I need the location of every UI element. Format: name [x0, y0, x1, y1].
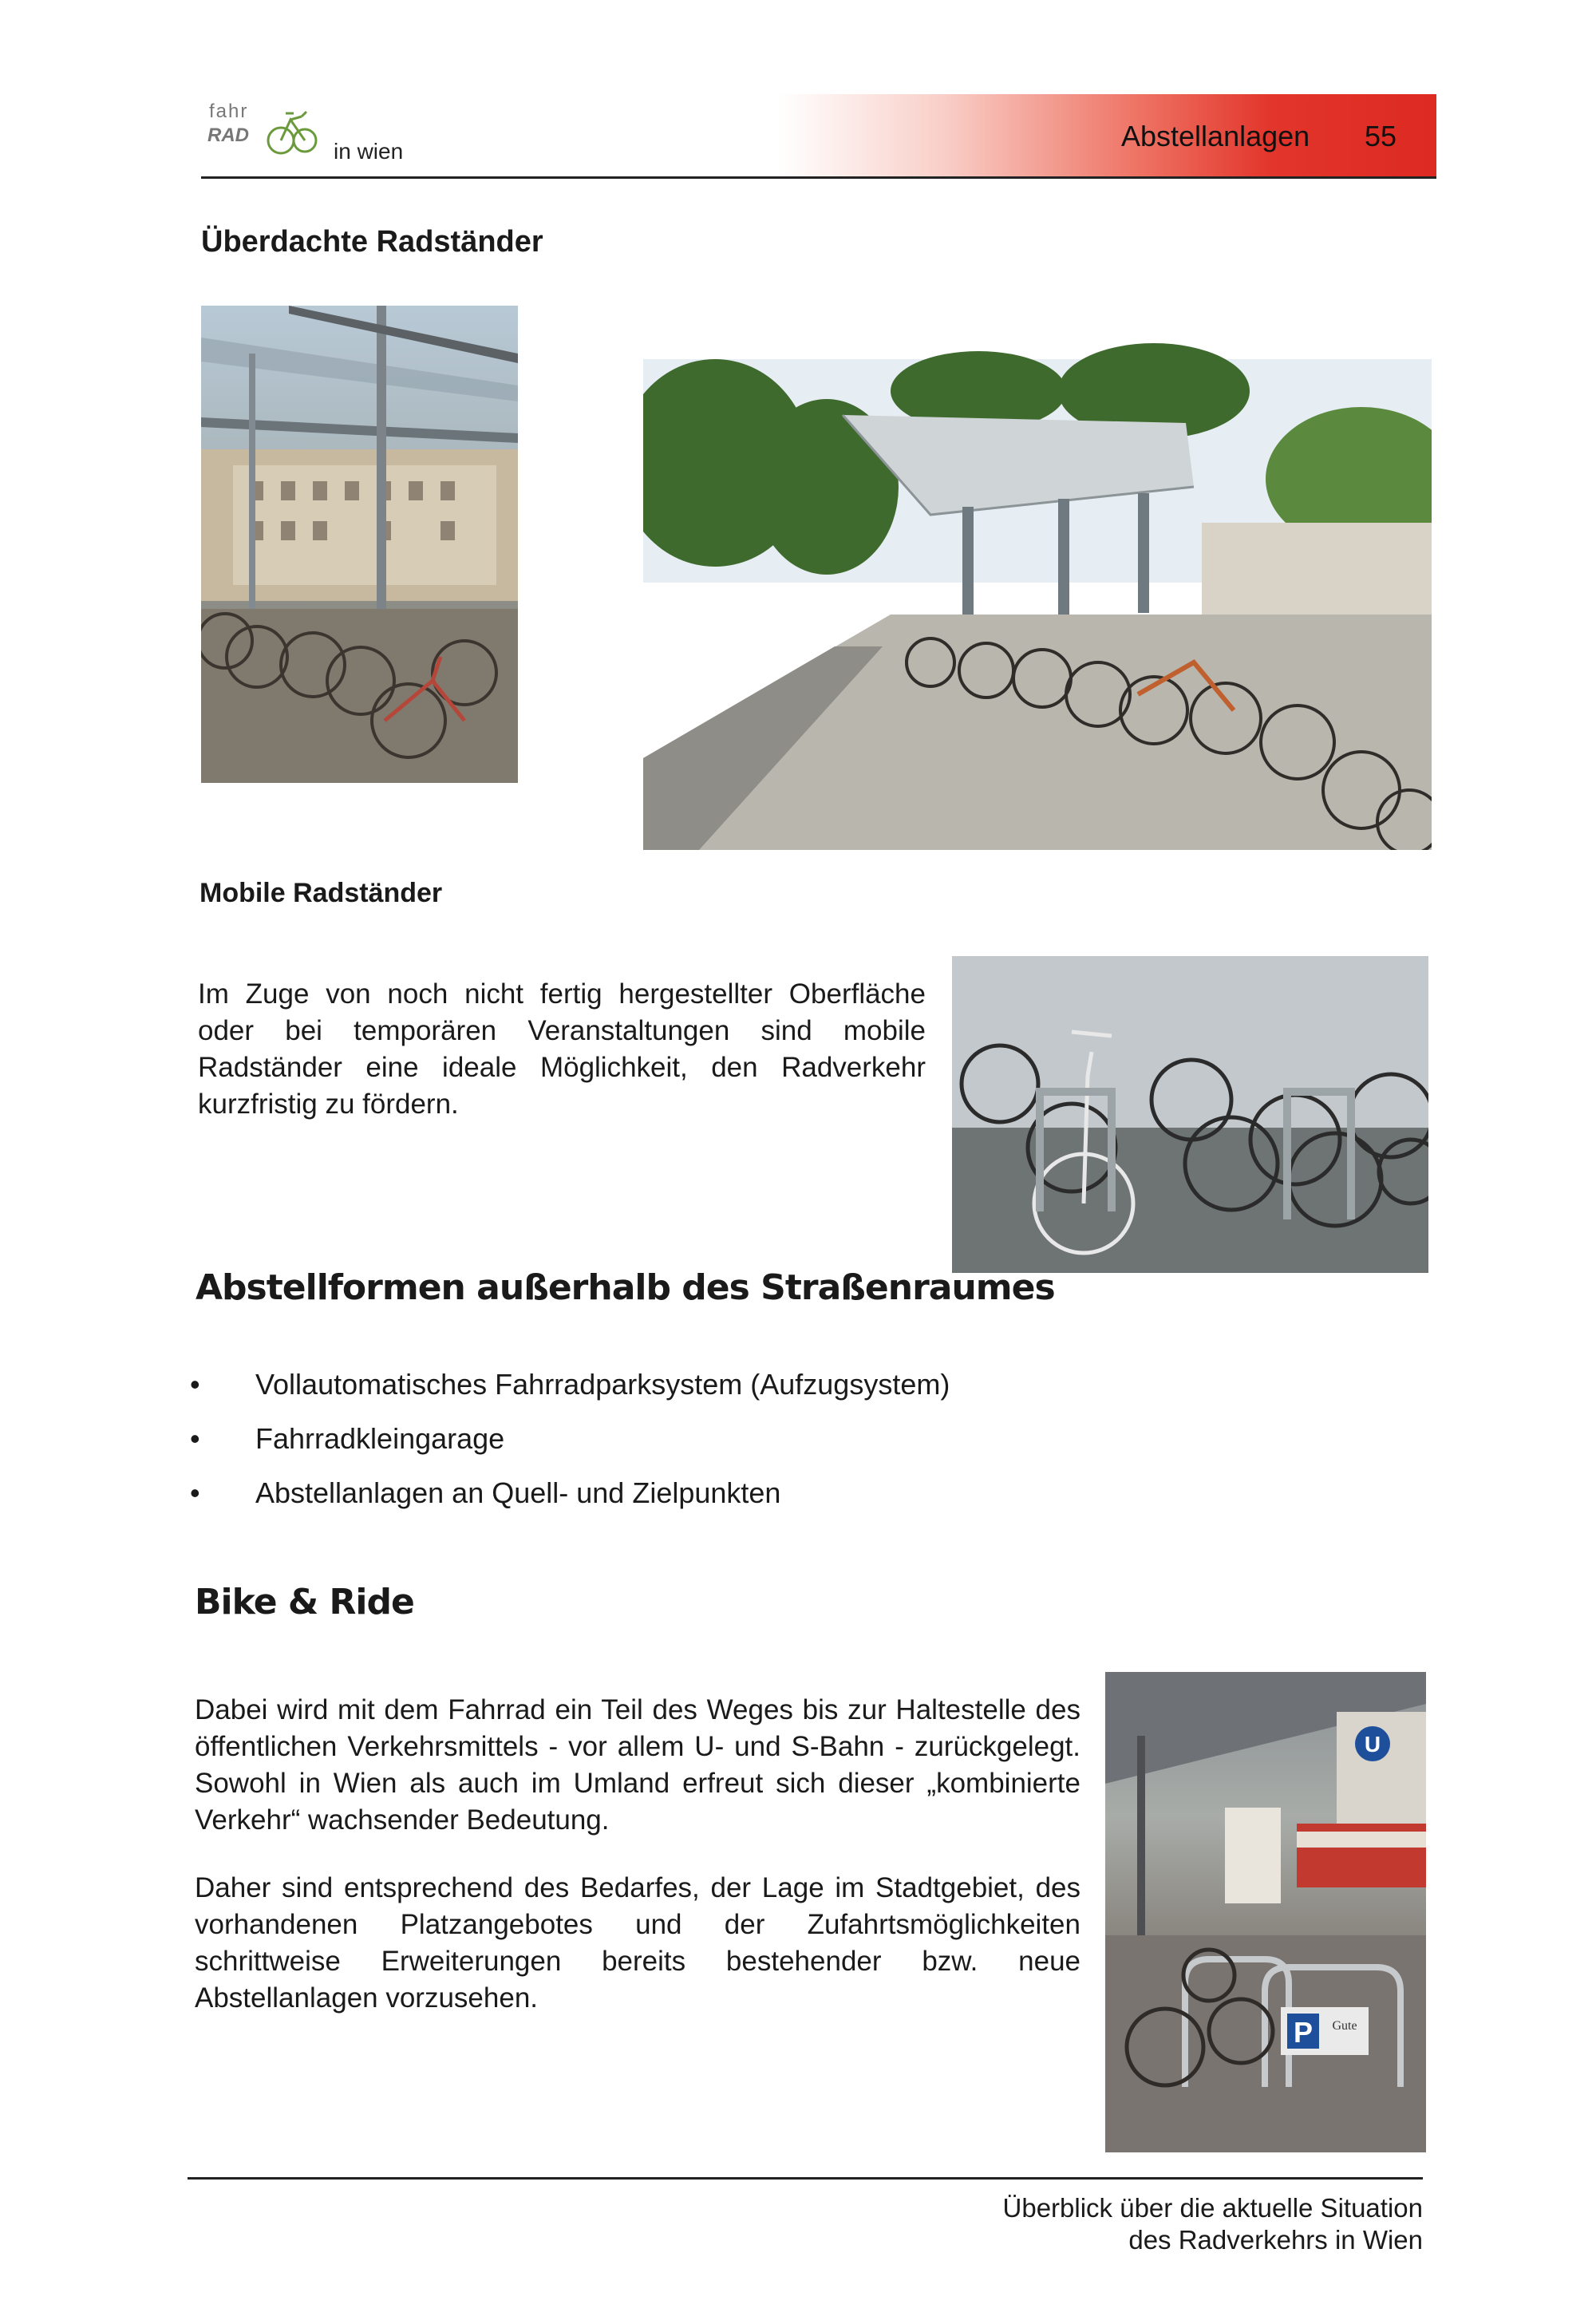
paragraph-bike-and-ride-1: Dabei wird mit dem Fahrrad ein Teil des Weges bis zur Haltestelle des öffentlichen Verkehrsmittels - vor allem U- und S-Bahn - zurückgelegt. Sowohl in Wien als auch im Umland erfreut sich dieser „kombinierte Verkehr“ wachsender Bedeutung. — [195, 1694, 1080, 1836]
section-label: Abstellanlagen — [1121, 120, 1310, 152]
sign-text: Gute — [1332, 2019, 1357, 2033]
footer-line-1: Überblick über die aktuelle Situation — [1002, 2193, 1423, 2223]
header-divider — [201, 176, 1436, 179]
paragraph-bike-and-ride-2: Daher sind entsprechend des Bedarfes, der Lage im Stadtgebiet, des vorhandenen Platzangebotes und der Zufahrtsmöglichkeiten schrittweise Erweiterungen bereits bestehender bzw. neue Abstellanlagen vorzusehen. — [195, 1872, 1080, 2014]
logo — [201, 94, 329, 168]
bike-shelter-curved-roof-photo — [643, 343, 1432, 850]
logo-text-fahr: fahr — [209, 101, 249, 122]
header-band — [778, 94, 1436, 178]
parking-sign: P — [1293, 2016, 1314, 2049]
heading-abstellformen: Abstellformen außerhalb des Straßenraumes — [196, 1267, 1055, 1308]
footer-line-2: des Radverkehrs in Wien — [1128, 2225, 1423, 2255]
list-item: • Vollautomatisches Fahrradparksystem (Aufzugsystem) — [190, 1365, 950, 1419]
footer-divider — [188, 2177, 1423, 2180]
list-item: • Abstellanlagen an Quell- und Zielpunkten — [190, 1473, 950, 1528]
heading-ueberdachte-radstaender: Überdachte Radständer — [201, 225, 543, 259]
logo-suffix: in wien — [334, 139, 404, 164]
abstellformen-list — [190, 1365, 950, 1528]
bicycle-logo-icon — [239, 96, 327, 160]
paragraph-mobile-radstaender: Im Zuge von noch nicht fertig hergestellter Oberfläche oder bei temporären Veranstaltungen sind mobile Radständer eine ideale Möglichkeit, den Radverkehr kurzfristig zu fördern. — [198, 978, 926, 1120]
bike-and-ride-station-photo — [1105, 1672, 1426, 2152]
logo-text-rad: RAD — [207, 124, 249, 146]
page-number: 55 — [1365, 120, 1397, 152]
heading-bike-and-ride: Bike & Ride — [195, 1582, 414, 1622]
mobile-bike-racks-photo — [952, 956, 1428, 1273]
heading-mobile-radstaender: Mobile Radständer — [200, 878, 443, 908]
u-bahn-sign: U — [1364, 1732, 1381, 1757]
list-item: • Fahrradkleingarage — [190, 1419, 950, 1473]
bike-shelter-glass-canopy-photo — [201, 306, 518, 783]
